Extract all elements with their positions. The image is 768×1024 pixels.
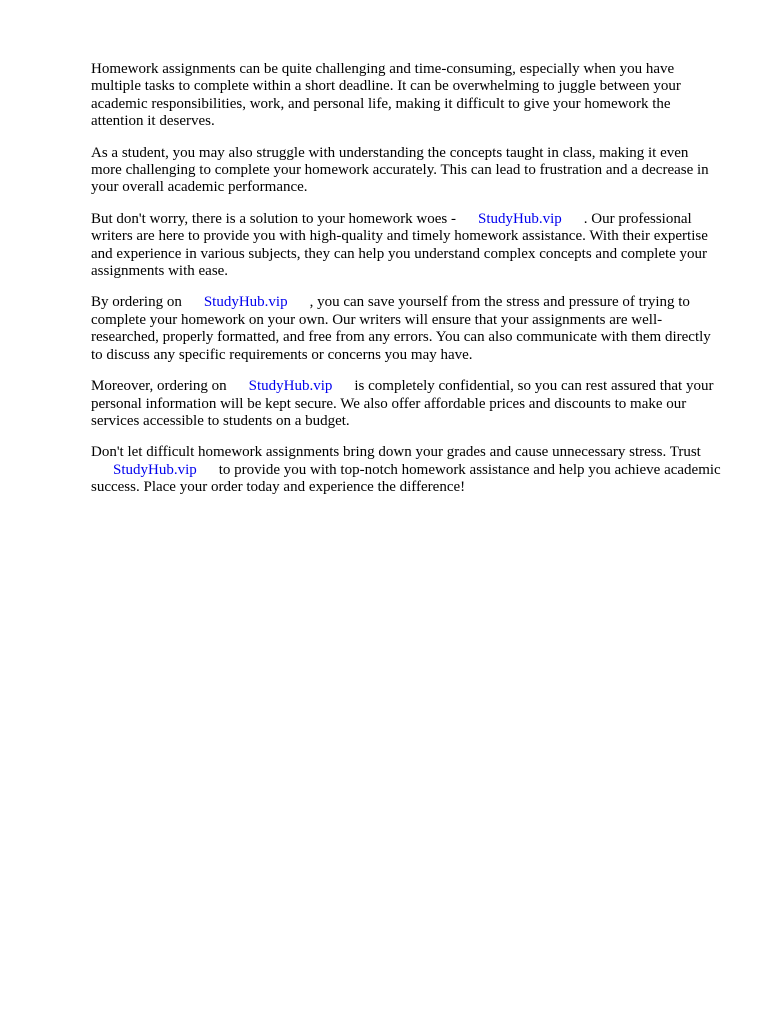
paragraph-text: Moreover, ordering on <box>91 378 227 395</box>
paragraph-closing <box>91 444 721 496</box>
paragraph-text: , you can save yourself from the stress and pressure of trying to complete your homework on your own. Our writers will ensure that your assignments are well-researched, properly formatted, and free from any errors. You can also communicate with them directly to discuss any specific requirements or concerns you may have. <box>91 294 711 363</box>
document-body <box>91 61 721 511</box>
paragraph-text: Don't let difficult homework assignments bring down your grades and cause unnecessary stress. Trust <box>91 444 701 461</box>
studyhub-link[interactable]: StudyHub.vip <box>248 378 333 395</box>
paragraph-solution <box>91 211 721 281</box>
paragraph-confidential <box>91 378 721 430</box>
paragraph-intro <box>91 61 721 131</box>
paragraph-text: But don't worry, there is a solution to your homework woes - <box>91 210 457 227</box>
studyhub-link[interactable]: StudyHub.vip <box>203 294 288 311</box>
paragraph-struggle <box>91 145 721 197</box>
studyhub-link[interactable]: StudyHub.vip <box>478 210 562 227</box>
paragraph-text: By ordering on <box>91 294 182 311</box>
paragraph-ordering <box>91 294 721 364</box>
studyhub-link[interactable]: StudyHub.vip <box>113 461 197 478</box>
paragraph-text: . Our professional writers are here to provide you with high-quality and timely homework assistance. With their expertise and experience in various subjects, they can help you understand complex concepts and complete your assignments with ease. <box>91 210 708 280</box>
paragraph-text: is completely confidential, so you can rest assured that your personal information will be kept secure. We also offer affordable prices and discounts to make our services accessible to students on a budget. <box>91 378 714 429</box>
paragraph-text: Homework assignments can be quite challenging and time-consuming, especially when you have multiple tasks to complete within a short deadline. It can be overwhelming to juggle between your academic responsibilities, work, and personal life, making it difficult to give your homework the attention it deserves. <box>91 61 681 130</box>
paragraph-text: As a student, you may also struggle with understanding the concepts taught in class, making it even more challenging to complete your homework accurately. This can lead to frustration and a decrease in your overall academic performance. <box>91 144 709 196</box>
paragraph-text: to provide you with top-notch homework assistance and help you achieve academic success. Place your order today and experience the difference! <box>91 461 721 496</box>
